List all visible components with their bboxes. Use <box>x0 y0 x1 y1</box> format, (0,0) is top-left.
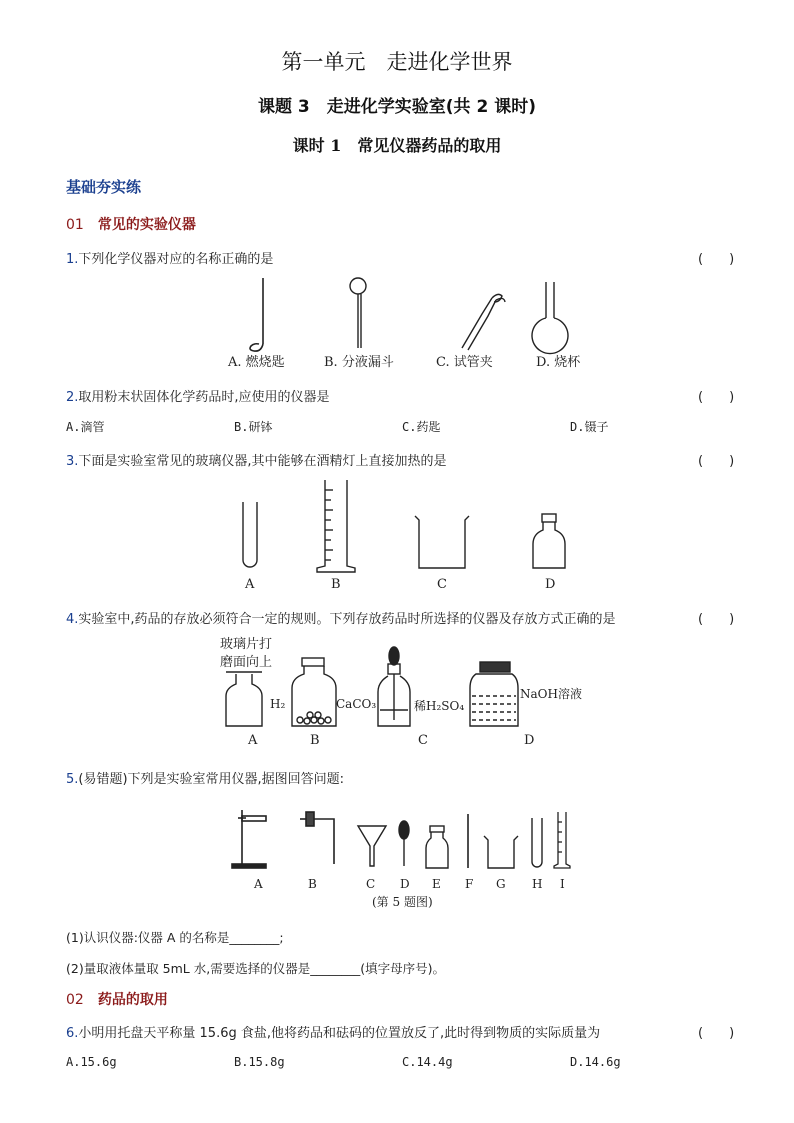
question-2-option-a[interactable]: A.滴管 <box>66 420 105 434</box>
lesson-title: 课题 3 走进化学实验室(共 2 课时) <box>258 97 536 117</box>
question-6 <box>66 1022 600 1041</box>
question-5-text: (易错题)下列是实验室常用仪器,据图回答问题: <box>78 772 345 787</box>
question-5-part-2: (2)量取液体量取 5mL 水,需要选择的仪器是________(填字母序号)。 <box>66 961 445 976</box>
question-4-label-c: C <box>418 733 428 748</box>
question-1-figure <box>210 268 580 376</box>
question-4-chem-c: 稀H₂SO₄ <box>414 699 465 713</box>
question-3 <box>66 450 447 469</box>
question-4 <box>66 608 616 627</box>
question-4-label-b: B <box>310 733 320 748</box>
question-4-note-line2: 磨面向上 <box>220 655 273 670</box>
question-4-text: 实验室中,药品的存放必须符合一定的规则。下列存放药品时所选择的仪器及存放方式正确的是 <box>78 612 616 627</box>
question-5-label-i: I <box>560 877 565 891</box>
question-6-text: 小明用托盘天平称量 15.6g 食盐,他将药品和砝码的位置放反了,此时得到物质的实际质量为 <box>78 1026 601 1041</box>
subsection-1-title: 常见的实验仪器 <box>97 217 196 233</box>
subsection-2 <box>66 989 168 1009</box>
question-5-label-c: C <box>366 877 376 891</box>
funnel-c-drawing <box>358 826 386 866</box>
question-6-number: 6. <box>66 1026 79 1041</box>
question-5-number: 5. <box>66 772 79 787</box>
question-3-figure <box>225 474 585 596</box>
question-2-number: 2. <box>66 390 79 405</box>
graduated-cylinder-drawing <box>317 480 355 572</box>
question-6-option-c[interactable]: C.14.4g <box>402 1055 453 1069</box>
question-5-figure <box>222 800 582 912</box>
question-1-text: 下列化学仪器对应的名称正确的是 <box>78 252 274 267</box>
combustion-spoon-drawing <box>250 278 263 351</box>
question-4-note-line1: 玻璃片打 <box>220 637 273 652</box>
tube-clamp-drawing <box>462 294 505 350</box>
question-5-label-d: D <box>400 877 410 891</box>
dropper-drawing <box>399 821 409 866</box>
question-4-label-d: D <box>524 733 535 748</box>
subsection-1-number: 01 <box>66 217 84 233</box>
question-3-label-a: A <box>245 577 255 592</box>
question-3-answer-paren: ( ) <box>698 454 735 469</box>
question-1 <box>66 248 273 267</box>
question-2-text: 取用粉末状固体化学药品时,应使用的仪器是 <box>78 390 330 405</box>
question-6-answer-paren: ( ) <box>698 1026 735 1041</box>
wide-mouth-bottle-drawing <box>292 658 336 726</box>
question-2-option-d[interactable]: D.镊子 <box>570 420 609 434</box>
test-tube-drawing <box>243 502 257 567</box>
flask-drawing <box>532 282 568 354</box>
section-title: 基础夯实练 <box>66 178 142 196</box>
question-5-label-b: B <box>308 877 317 891</box>
period-title: 课时 1 常见仪器药品的取用 <box>292 136 502 155</box>
subsection-1 <box>66 214 196 234</box>
gas-bottle-drawing <box>226 672 262 726</box>
beaker-g-drawing <box>484 836 518 868</box>
question-2-option-b[interactable]: B.研钵 <box>234 420 273 434</box>
question-3-number: 3. <box>66 454 79 469</box>
question-4-chem-d: NaOH溶液 <box>520 687 582 701</box>
question-4-chem-a: H₂ <box>270 697 286 711</box>
question-1-label-a: A. 燃烧匙 <box>228 355 285 370</box>
liquid-bottle-drawing <box>470 662 518 726</box>
question-4-label-a: A <box>248 733 258 748</box>
reagent-bottle-e-drawing <box>426 826 448 868</box>
question-5-label-h: H <box>532 877 543 891</box>
question-3-label-d: D <box>545 577 556 592</box>
iron-stand-drawing <box>232 810 266 868</box>
question-3-text: 下面是实验室常见的玻璃仪器,其中能够在酒精灯上直接加热的是 <box>78 454 447 469</box>
question-1-label-c: C. 试管夹 <box>436 355 493 370</box>
question-6-option-d[interactable]: D.14.6g <box>570 1055 621 1069</box>
question-5-figure-caption: (第 5 题图) <box>372 895 433 909</box>
question-1-number: 1. <box>66 252 79 267</box>
question-4-figure <box>212 632 602 748</box>
question-6-option-a[interactable]: A.15.6g <box>66 1055 117 1069</box>
question-2-option-c[interactable]: C.药匙 <box>402 420 441 434</box>
funnel-drawing <box>350 278 366 348</box>
graduated-cylinder-i-drawing <box>554 812 570 868</box>
question-3-label-b: B <box>331 577 341 592</box>
question-5-label-a: A <box>254 877 263 891</box>
question-5-part-1: (1)认识仪器:仪器 A 的名称是________; <box>66 930 284 945</box>
question-1-label-b: B. 分液漏斗 <box>324 355 394 370</box>
question-4-answer-paren: ( ) <box>698 612 735 627</box>
dropper-bottle-drawing <box>378 647 410 726</box>
question-5-label-e: E <box>432 877 441 891</box>
question-2-answer-paren: ( ) <box>698 390 735 405</box>
reagent-bottle-drawing <box>533 514 565 568</box>
subsection-2-number: 02 <box>66 992 84 1008</box>
question-4-number: 4. <box>66 612 79 627</box>
test-tube-h-drawing <box>532 818 542 867</box>
unit-title: 第一单元 走进化学世界 <box>281 50 513 74</box>
question-4-chem-b: CaCO₃ <box>336 697 377 711</box>
question-6-option-b[interactable]: B.15.8g <box>234 1055 285 1069</box>
question-5-label-f: F <box>465 877 474 891</box>
question-2 <box>66 386 330 405</box>
question-3-label-c: C <box>437 577 447 592</box>
question-5 <box>66 768 344 787</box>
stopper-tube-drawing <box>300 812 334 864</box>
subsection-2-title: 药品的取用 <box>97 992 168 1008</box>
question-1-label-d: D. 烧杯 <box>536 355 580 370</box>
question-1-answer-paren: ( ) <box>698 252 735 267</box>
beaker-drawing <box>415 516 469 568</box>
question-5-label-g: G <box>496 877 506 891</box>
